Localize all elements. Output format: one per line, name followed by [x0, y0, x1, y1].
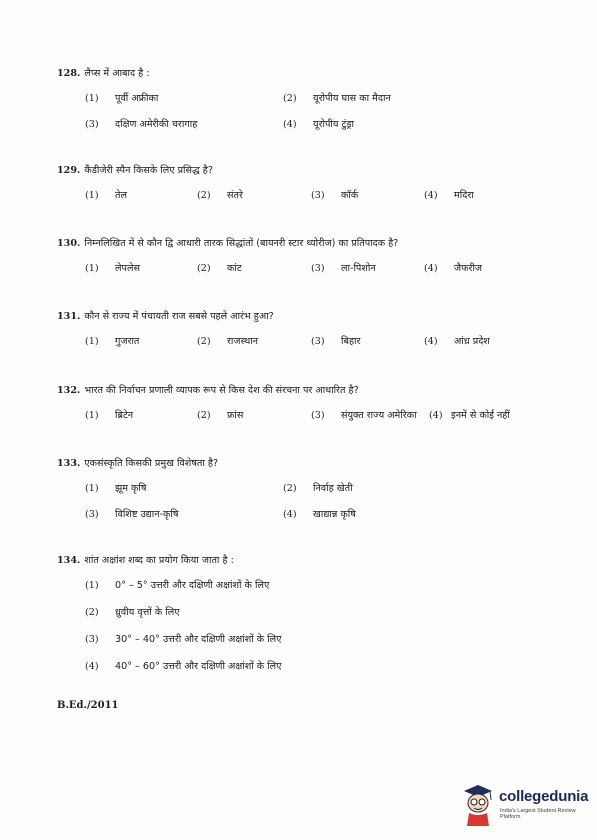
option-129-3: (3) कॉर्क: [311, 190, 359, 201]
option-131-2: (2) राजस्थान: [197, 336, 259, 347]
question-number: 128.: [57, 68, 81, 79]
question-131: [57, 309, 274, 322]
option-129-1: (1) तेल: [85, 190, 127, 201]
option-134-3: (3) 30° – 40° उत्तरी और दक्षिणी अक्षांशों के लिए: [85, 634, 282, 645]
option-134-4: (4) 40° – 60° उत्तरी और दक्षिणी अक्षांशों के लिए: [85, 661, 282, 672]
option-129-2: (2) संतरे: [197, 190, 243, 201]
question-128: [57, 66, 150, 79]
logo-tagline: India's Largest Student Review Platform: [500, 808, 576, 820]
option-132-3: (3) संयुक्त राज्य अमेरिका: [311, 410, 417, 421]
option-133-4: (4) खाद्यान्न कृषि: [283, 509, 356, 520]
option-130-4: (4) जैफरीज: [424, 263, 483, 274]
option-129-4: (4) मदिरा: [424, 190, 474, 201]
question-text: लैप्स में आबाद है :: [84, 68, 150, 79]
option-133-3: (3) विशिष्ट उद्यान-कृषि: [85, 509, 179, 520]
option-128-3: (3) दक्षिण अमेरीकी चरागाह: [85, 119, 198, 130]
question-text: भारत की निर्वाचन प्रणाली व्यापक रूप से किस देश की संरचना पर आधारित है?: [84, 385, 359, 396]
question-text: शांत अक्षांश शब्द का प्रयोग किया जाता है :: [84, 555, 234, 566]
question-number: 132.: [57, 385, 81, 396]
question-number: 131.: [57, 311, 81, 322]
question-130: [57, 236, 398, 249]
question-133: [57, 456, 218, 469]
question-number: 129.: [57, 165, 81, 176]
question-129: [57, 163, 213, 176]
option-132-1: (1) ब्रिटेन: [85, 410, 134, 421]
option-128-2: (2) यूरोपीय घास का मैदान: [283, 93, 391, 104]
question-number: 133.: [57, 458, 81, 469]
option-128-1: (1) पूर्वी अफ्रीका: [85, 93, 159, 104]
question-text: निम्नलिखित में से कौन द्वि आधारी तारक सिद्धांतों (बायनरी स्टार थ्योरीज) का प्रतिपादक है?: [84, 238, 399, 249]
logo-wordmark: collegedunia: [499, 788, 589, 805]
option-133-1: (1) झूम कृषि: [85, 483, 147, 494]
question-132: [57, 383, 359, 396]
option-131-4: (4) आंध्र प्रदेश: [424, 336, 490, 347]
question-number: 134.: [57, 555, 81, 566]
option-134-2: (2) ध्रुवीय वृत्तों के लिए: [85, 607, 180, 618]
question-number: 130.: [57, 238, 81, 249]
question-text: एकसंस्कृति किसकी प्रमुख विशेषता है?: [84, 458, 219, 469]
option-131-1: (1) गुजरात: [85, 336, 140, 347]
option-131-3: (3) बिहार: [311, 336, 361, 347]
question-134: [57, 553, 234, 566]
option-130-1: (1) लेपलेस: [85, 263, 140, 274]
option-128-4: (4) यूरोपीय टुंड्रा: [283, 119, 354, 130]
option-133-2: (2) निर्वाह खेती: [283, 483, 353, 494]
student-mascot-icon: [460, 782, 496, 826]
option-130-2: (2) कांट: [197, 263, 242, 274]
question-text: कैंडीजेरी स्पैन किसके लिए प्रसिद्ध है?: [84, 165, 213, 176]
collegedunia-logo: [460, 782, 590, 830]
question-text: कौन से राज्य में पंचायती राज सबसे पहले आरंभ हुआ?: [84, 311, 274, 322]
option-132-2: (2) फ्रांस: [197, 410, 244, 421]
option-132-4: (4) इनमें से कोई नहीं: [429, 410, 510, 421]
option-130-3: (3) ला-पिशोन: [311, 263, 376, 274]
option-134-1: (1) 0° – 5° उत्तरी और दक्षिणी अक्षांशों के लिए: [85, 580, 270, 591]
page-footer: B.Ed./2011: [57, 700, 119, 711]
